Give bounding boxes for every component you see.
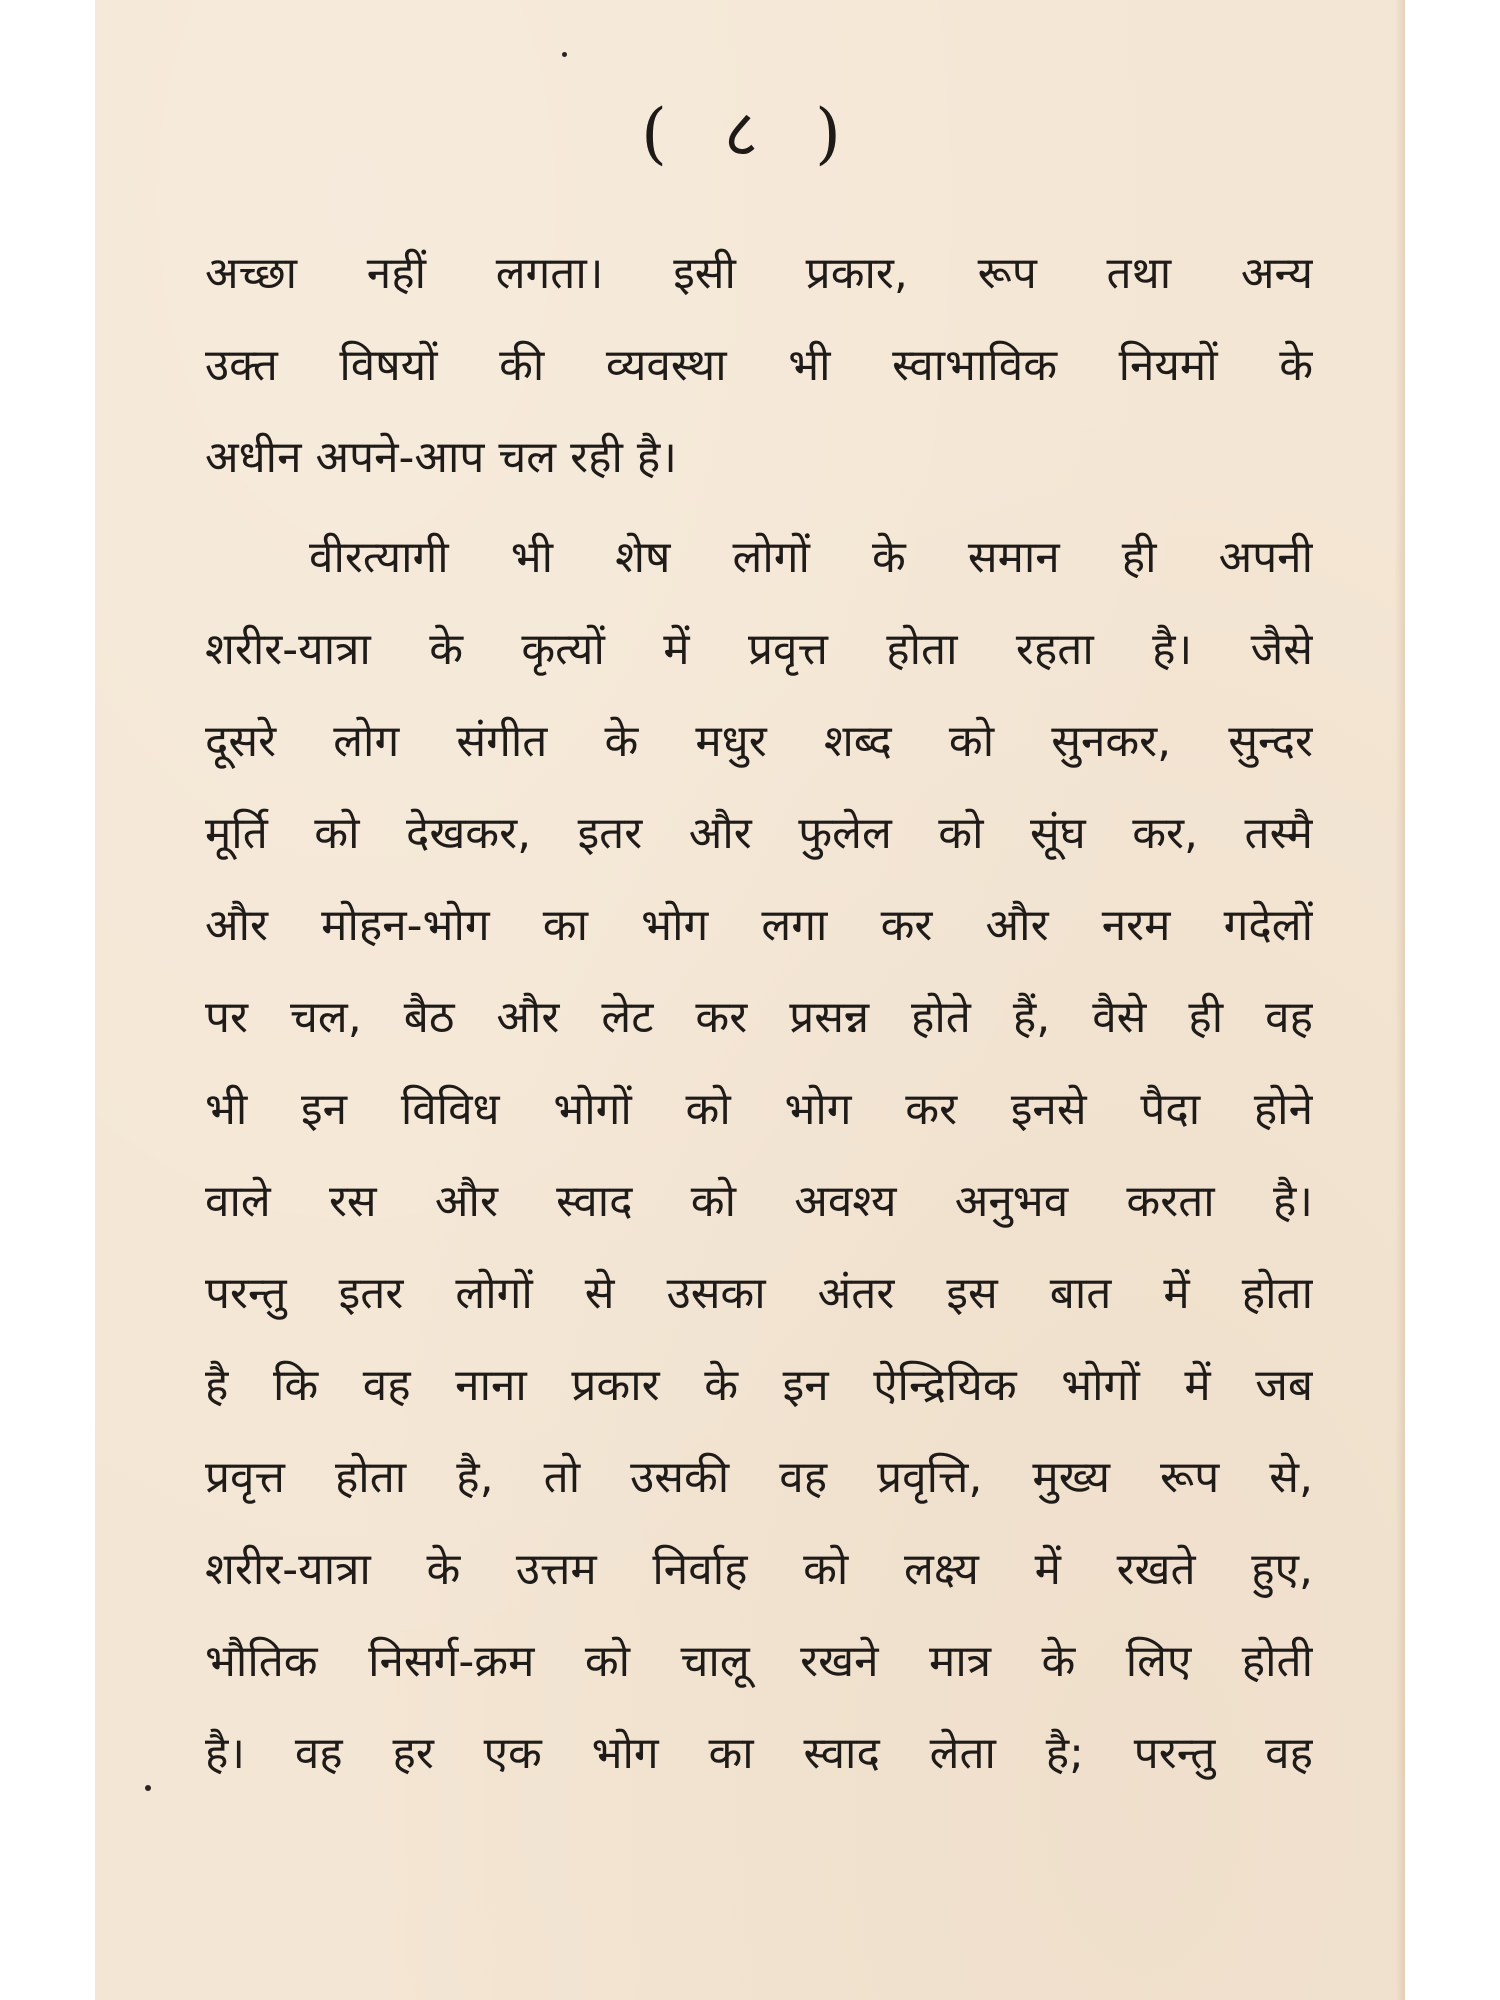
book-page <box>95 0 1405 2000</box>
text-line: शरीर-यात्रा के उत्तम निर्वाह को लक्ष्य में रखते हुए, <box>205 1544 1313 1595</box>
text-line: प्रवृत्त होता है, तो उसकी वह प्रवृत्ति, मुख्य रूप से, <box>205 1452 1313 1503</box>
text-line: वीरत्यागी भी शेष लोगों के समान ही अपनी <box>309 532 1313 583</box>
text-line: है कि वह नाना प्रकार के इन ऐन्द्रियिक भोगों में जब <box>205 1360 1313 1411</box>
text-line: और मोहन-भोग का भोग लगा कर और नरम गदेलों <box>205 900 1313 951</box>
page-edge-shadow <box>1395 0 1405 2000</box>
text-line: भौतिक निसर्ग-क्रम को चालू रखने मात्र के लिए होती <box>205 1636 1313 1687</box>
text-line: भी इन विविध भोगों को भोग कर इनसे पैदा होने <box>205 1084 1313 1135</box>
text-line: शरीर-यात्रा के कृत्यों में प्रवृत्त होता रहता है। जैसे <box>205 624 1313 675</box>
text-line: अच्छा नहीं लगता। इसी प्रकार, रूप तथा अन्य <box>205 248 1313 299</box>
text-line: परन्तु इतर लोगों से उसका अंतर इस बात में होता <box>205 1268 1313 1319</box>
text-line: दूसरे लोग संगीत के मधुर शब्द को सुनकर, सुन्दर <box>205 716 1313 767</box>
ink-speck <box>562 52 567 57</box>
text-line: पर चल, बैठ और लेट कर प्रसन्न होते हैं, वैसे ही वह <box>205 992 1313 1043</box>
paragraph-2 <box>205 512 1313 1800</box>
paragraph-1 <box>205 228 1313 504</box>
ink-speck <box>145 1785 151 1791</box>
text-line: अधीन अपने-आप चल रही है। <box>205 432 677 483</box>
body-text <box>205 228 1313 1800</box>
text-line: उक्त विषयों की व्यवस्था भी स्वाभाविक नियमों के <box>205 340 1313 391</box>
page-number: ( ८ ) <box>641 95 859 172</box>
text-line: है। वह हर एक भोग का स्वाद लेता है; परन्तु वह <box>205 1728 1313 1779</box>
text-line: मूर्ति को देखकर, इतर और फुलेल को सूंघ कर, तस्मै <box>205 808 1313 859</box>
text-line: वाले रस और स्वाद को अवश्य अनुभव करता है। <box>205 1176 1313 1227</box>
